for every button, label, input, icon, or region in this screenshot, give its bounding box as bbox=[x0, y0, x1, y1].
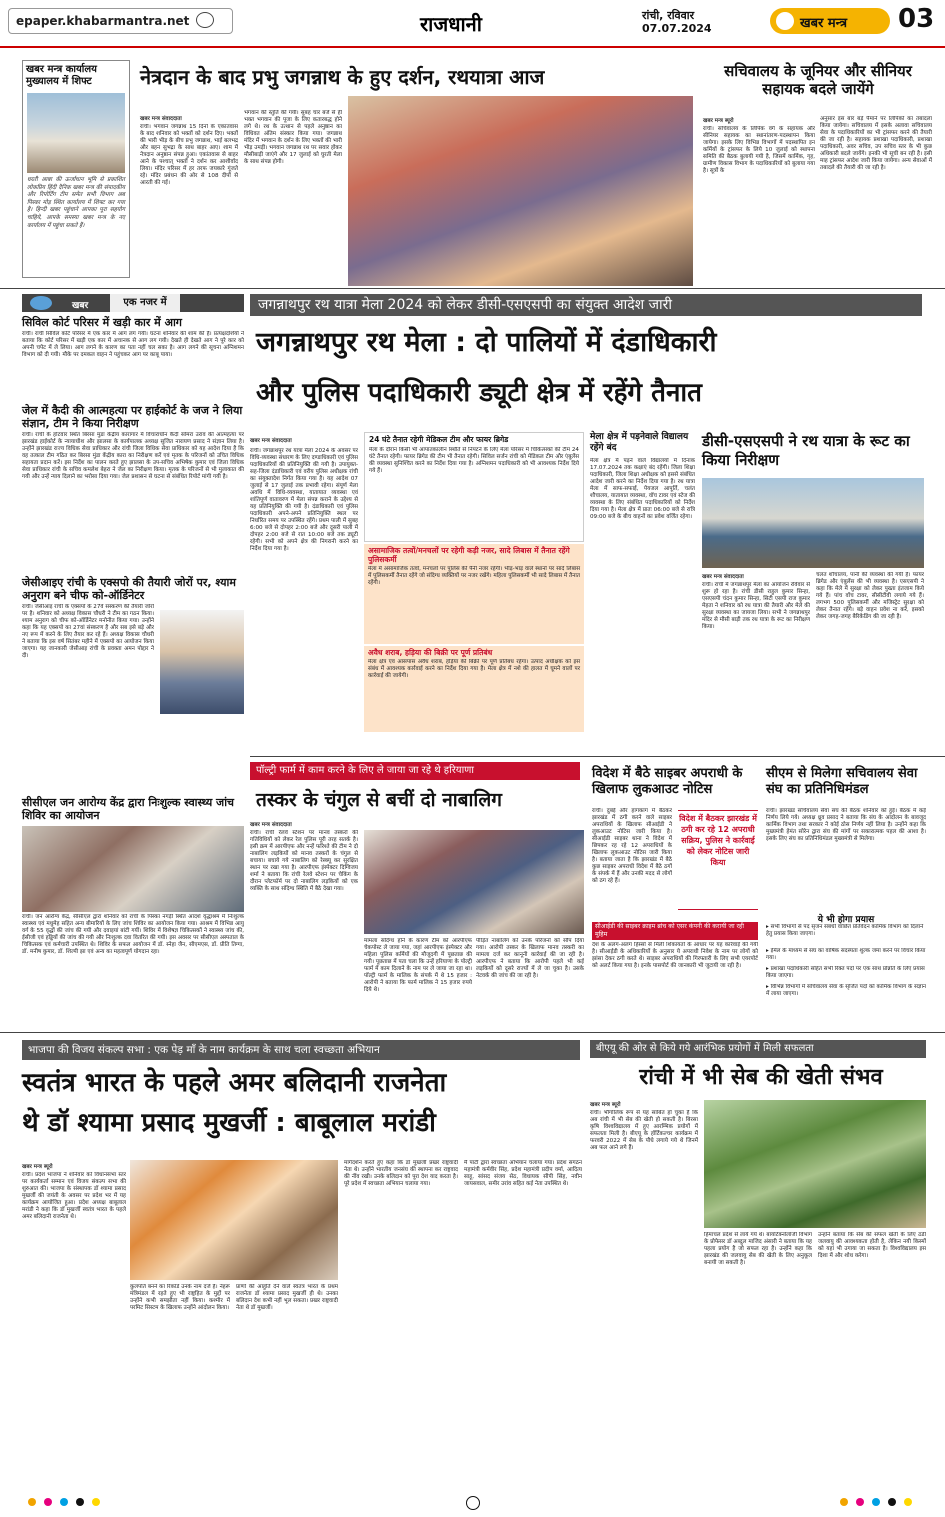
nazar-item-title: सीसीएल जन आरोग्य केंद्र द्वारा निःशुल्क स्वास्थ्य जांच शिविर का आयोजन bbox=[22, 796, 235, 822]
bjp-col2: कुलपति बनने का रिकॉर्ड उनके नाम दर्ज है। नेहरू मंत्रिमंडल में रहते हुए भी राष्ट्रहित के मुद्दों पर उन्होंने कभी समझौता नहीं किया। कश्मीर में परमिट सिस्टम के खिलाफ उन्होंने आंदोलन किया। bbox=[130, 1284, 230, 1311]
jagannathpur-col1: रांची। जगन्नाथपुर रथ यात्रा मेला 2024 के अवसर पर विधि-व्यवस्था संधारण के लिए दण्डाधिकारी एवं पुलिस पदाधिकारियों की प्रतिनियुक्ति की गयी है। उपायुक्त-सह-जिला दंडाधिकारी एवं वरीय पुलिस अधीक्षक रांची का संयुक्तादेश निर्गत किया गया है। यह आदेश 07 जुलाई से 17 जुलाई तक प्रभावी रहेगा। संपूर्ण मेला अवधि में विधि-व्यवस्था, यातायात व्यवस्था एवं शांतिपूर्ण वातावरण में मेला संपन्न कराने के उद्देश्य से यह प्रतिनियुक्ति की गयी है। दंडाधिकारी एवं पुलिस पदाधिकारी अपने-अपने प्रतिनियुक्ति स्थल पर निर्धारित समय पर उपस्थित रहेंगे। प्रथम पाली में सुबह 6:00 बजे से दोपहर 2:00 बजे और दूसरी पाली में दोपहर 2:00 बजे से रात 10:00 बजे तक ड्यूटी रहेगी। सभी को अपने क्षेत्र की निगरानी करने का निर्देश दिया गया है। bbox=[250, 448, 358, 552]
dcssp-byline: खबर मन्त्र संवाददाता bbox=[702, 574, 744, 580]
medical-box-body: मेला के दौरान किसी भी आपातकालीन स्थिति से निपटने के लिए मेला परिसर में चिकित्सकों की टीम 24 घंटे तैनात रहेगी। फायर ब्रिगेड की टीम भी तैनात रहेगी। सिविल सर्जन रांची को मेडिकल टीम और एंबुलेंस की व्यवस्था सुनिश्चित करने का निर्देश दिया गया है। अग्निशमन पदाधिकारी को भी आवश्यक निर्देश दिये गये हैं। bbox=[369, 447, 579, 474]
jagannathpur-headline-1-text: जगन्नाथपुर रथ मेला : दो पालियों में दंडाधिकारी bbox=[256, 327, 717, 358]
secretariat-col2: अनुसार इस बार बड़े पैमाने पर लिपिकों का तबादला किया जायेगा। सचिवालय में इसके अलावा सचिवालय सेवा के पदाधिकारियों का भी ट्रांसफर करने की तैयारी की जा रही है। सहायक प्रशाखा पदाधिकारी, प्रशाखा पदाधिकारी, अवर सचिव, उप सचिव स्तर के भी कुछ अधिकारी बदले जायेंगे। इनकी भी सूची बन रही है। इसी माह ट्रांसफर आदेश जारी किया जायेगा। अन्य सेवाओं में तबादले की तैयारी की जा रही है। bbox=[820, 116, 932, 171]
cyber-headline: विदेश में बैठे साइबर अपराधी के खिलाफ लुकआउट नोटिस bbox=[592, 766, 743, 797]
color-dot bbox=[28, 1498, 36, 1506]
seva-headline: सीएम से मिलेगा सचिवालय सेवा संघ का प्रतिनिधिमंडल bbox=[766, 766, 918, 797]
apple-col3: उन्होंने बताया कि सेब की सफल खेती के लिए ठंडी जलवायु की आवश्यकता होती है, लेकिन नयी किस्मों को यहां भी उगाया जा सकता है। विश्वविद्यालय इस दिशा में और शोध करेगा। bbox=[818, 1232, 926, 1259]
liquor-box-body: मेला क्षेत्र एवं आसपास अवैध शराब, हड़िया की बिक्री पर पूर्ण प्रतिबंध रहेगा। उत्पाद अधीक्षक को इस संबंध में आवश्यक कार्रवाई करने का निर्देश दिया गया है। मेला क्षेत्र में नशे की हालत में घूमने वालों पर कार्रवाई की जायेगी। bbox=[368, 659, 580, 679]
bjp-col3: प्राणों की आहुति देने वाले स्वतंत्र भारत के प्रथम राजनेता डॉ श्यामा प्रसाद मुखर्जी ही थे। उनका बलिदान देश कभी नहीं भूल सकता। प्रखर राष्ट्रवादी नेता थे डॉ मुखर्जी। bbox=[236, 1284, 338, 1311]
jagannathpur-headline-1 bbox=[256, 326, 926, 360]
office-title: खबर मन्त्र कार्यालय मुख्यालय में शिफ्ट bbox=[26, 64, 97, 87]
schools-col: मेला क्षेत्र में पड़ने वाले विद्यालयों में दिनांक 17.07.2024 तक कक्षाएं बंद रहेंगी। जिला शिक्षा पदाधिकारी, जिला शिक्षा अधीक्षक को इससे संबंधित आदेश जारी करने का निर्देश दिया गया है। रथ यात्रा मेला में साफ-सफाई, पेयजल आपूर्ति, चलंत शौचालय, यातायात व्यवस्था, वॉच टावर एवं स्टेज की व्यवस्था के लिए संबंधित पदाधिकारियों को निर्देश दिया गया है। मेला क्षेत्र में प्रातः 06:00 बजे से रात्रि 09:00 बजे के बीच वाहनों का प्रवेश वर्जित रहेगा। bbox=[590, 458, 695, 520]
secretariat-headline: सचिवालय के जूनियर और सीनियर सहायक बदले जायेंगे bbox=[724, 62, 912, 98]
registration-crosshair-icon bbox=[466, 1496, 480, 1510]
health-camp-photo bbox=[22, 826, 244, 912]
brand-name: खबर मन्त्र bbox=[800, 16, 848, 31]
logo-icon bbox=[196, 12, 214, 28]
nazar-item-title: जेसीआइए रांची के एक्सपो की तैयारी जोरों पर, श्याम अनुराग बने चीफ को-ऑर्डिनेटर bbox=[22, 576, 236, 602]
color-dot bbox=[76, 1498, 84, 1506]
poultry-headline: तस्कर के चंगुल से बचीं दो नाबालिग bbox=[256, 789, 502, 811]
cyber-col2: देश के अलग-अलग हिस्सों से मिली शिकायतों के आधार पर यह कार्रवाई की गयी है। सीआईडी के अधिकारियों के अनुसार ये अपराधी निवेश के नाम पर लोगों को झांसा देकर ठगी करते थे। साइबर अपराधियों की गिरफ्तारी के लिए सभी एयरपोर्ट को अलर्ट किया गया है। इनके पासपोर्ट की जानकारी भी जुटायी जा रही है। bbox=[592, 942, 758, 969]
poultry-byline: खबर मन्त्र संवाददाता bbox=[250, 822, 292, 828]
bjp-event-photo bbox=[130, 1160, 338, 1280]
print-marks bbox=[0, 1490, 945, 1517]
color-dot bbox=[856, 1498, 864, 1506]
nazar-item-body: रांची। रांची के होटवार स्थित बिरसा मुंडा केंद्रीय कारागार में विचाराधीन कैदी सोमरा उरांव की आत्महत्या पर झारखंड हाईकोर्ट के न्यायाधीश और झालसा के कार्यपालक अध्यक्ष सुजित नारायण प्रसाद ने संज्ञान लिया है। उन्होंने झारखंड राज्य विधिक सेवा प्राधिकार और रांची जिला विधिक सेवा प्राधिकार को यह आदेश दिया है कि वह तत्काल टीम गठित कर बिरसा मुंडा केंद्रीय कारा का निरीक्षण करें एवं मृतक के परिजनों को उचित विधिक सहायता प्रदान करें। इस निर्देश का पालन करते हुए झालसा के उप-सचिव अभिषेक कुमार एवं जिला विधिक सेवा प्राधिकार रांची के सचिव कमलेश बेहरा ने जेल का निरीक्षण किया। मृतक के परिजनों से भी मुलाकात की गयी और उन्हें न्याय दिलाने का भरोसा दिया गया। जेल प्रशासन से घटना से संबंधित रिपोर्ट मांगी गयी है। bbox=[22, 432, 244, 480]
nazar-brand: खबर bbox=[72, 301, 89, 311]
color-dot bbox=[44, 1498, 52, 1506]
seva-bullet-text: विभिन्न विभागों में सचिवालय सेवा के सृजित पदों को कार्मिक विभाग के संज्ञान में लाया जाएगा। bbox=[766, 984, 926, 997]
liquor-box bbox=[364, 646, 584, 732]
city-day: रांची, रविवार bbox=[642, 9, 695, 22]
jagannathpur-headline-2: और पुलिस पदाधिकारी ड्यूटी क्षेत्र में रहेंगे तैनात bbox=[256, 378, 702, 408]
rescue-team-photo bbox=[364, 830, 584, 934]
cyber-subhead: सीआईडी की साइबर क्राइम ब्रांच को एसर कंपनी की करायी जा रही मुहिम bbox=[592, 922, 758, 940]
bjp-col4: मार्गदर्शन करते हुए कहा कि डॉ मुखर्जी प्रखर राष्ट्रवादी नेता थे। उन्होंने भारतीय जनसंघ की स्थापना कर राष्ट्रवाद की नींव रखी। उनके बलिदान को पूरा देश याद करता है। पूरे प्रदेश में स्वच्छता अभियान चलाया गया। bbox=[344, 1160, 458, 1187]
color-dot bbox=[888, 1498, 896, 1506]
apple-headline: रांची में भी सेब की खेती संभव bbox=[639, 1065, 883, 1090]
bjp-byline: खबर मन्त्र ब्यूरो bbox=[22, 1164, 53, 1170]
date: 07.07.2024 bbox=[642, 22, 712, 35]
office-body: धरती आबा की ऊर्जाधान भूमि से प्रकाशित लोकप्रिय हिंदी दैनिक खबर मन्त्र की संपादकीय और रिपोर्टिंग टीम समेत सभी विभाग अब पिस्का मोड़ स्थित कार्यालय में शिफ्ट कर गया है। हिन्दी खबर पहुंचाने आपका पूरा सहयोग चाहिये, आपके समस्या खबर मन्त्र के नए कार्यालय में पहुंचा सकते हैं। bbox=[27, 177, 125, 229]
bjp-col1: रांची। प्रदेश भाजपा ने शनिवार को विधानसभा स्तर पर कार्यकर्ता सम्मान एवं विजय संकल्प सभा की शुरुआत की। भाजपा के संस्थापक डॉ श्यामा प्रसाद मुखर्जी की जयंती के अवसर पर प्रदेश भर में यह कार्यक्रम आयोजित हुआ। प्रदेश अध्यक्ष बाबूलाल मरांडी ने कहा कि डॉ मुखर्जी स्वतंत्र भारत के पहले अमर बलिदानी राजनेता थे। bbox=[22, 1172, 126, 1220]
seva-bullet-list bbox=[766, 924, 926, 1002]
shyam-anurag-photo bbox=[160, 610, 244, 714]
nazar-item-body: रांची। जन आरोग्य केंद्र, सीसीएल द्वारा शनिवार को रांची के पिस्का नगड़ी स्थित आदर्श वृद्धाश्रम में निःशुल्क स्वास्थ्य एवं मधुमेह सहित अन्य बीमारियों के लिए जांच शिविर का आयोजन किया गया। आश्रम में विभिन्न आयु वर्ग के 55 वृद्धों की जांच की गयी और दवाइयां बांटी गयीं। शिविर में विशेषज्ञ चिकित्सकों ने स्वास्थ्य जांच की, ईसीजी एवं हड्डियों की जांच की गयी और निःशुल्क दवा वितरित की गयी। इस अवसर पर सीसीएल अस्पताल के चिकित्सक एवं कर्मचारी उपस्थित थे। शिविर के सफल आयोजन में डॉ. स्नेहा जैन, सीएमएस, डॉ. प्रीति तिग्गा, डॉ. मनीष कुमार, डॉ. शिल्पी झा एवं अन्य का महत्वपूर्ण योगदान रहा। bbox=[22, 914, 244, 955]
nazar-item-body: रांची। रांची सिविल कोर्ट परिसर में एक कार में आग लग गयी। घटना शनिवार की शाम की है। प्रत्यक्षदर्शियों ने बताया कि कोर्ट परिसर में खड़ी एक कार में अचानक से आग लग गयी। देखते ही देखते आग ने पूरे कार को अपनी चपेट में ले लिया। आग लगने के कारण का पता नहीं चल सका है। आग लगने की सूचना अग्निशमन विभाग को दी गयी। मौके पर दमकल वाहन ने पहुंचकर आग पर काबू पाया। bbox=[22, 331, 244, 358]
apple-banner: बीएयू की ओर से किये गये आरंभिक प्रयोगों में मिली सफलता bbox=[596, 1043, 814, 1054]
nazar-item-title: जेल में कैदी की आत्महत्या पर हाईकोर्ट के जज ने लिया संज्ञान, टीम ने किया निरीक्षण bbox=[22, 404, 243, 430]
nazar-item-title: सिविल कोर्ट परिसर में खड़ी कार में आग bbox=[22, 316, 183, 329]
bjp-banner: भाजपा की विजय संकल्प सभा : एक पेड़ माँ के नाम कार्यक्रम के साथ चला स्वच्छता अभियान bbox=[28, 1044, 380, 1056]
poultry-col1: रांची। रांची रेलवे स्टेशन पर मानव तस्करों की गतिविधियों को लेकर रेल पुलिस पूरी तरह सतर्क है। इसी क्रम में आरपीएफ और नन्हें फरिश्ते की टीम ने दो नाबालिग लड़कियों को मानव तस्करों के चंगुल से बचाया। बचाये गये नाबालिग को रेस्क्यू कर सुरक्षित स्थान पर रखा गया है। आरपीएफ इंस्पेक्टर दिग्विजय शर्मा ने बताया कि रांची रेलवे स्टेशन पर चेकिंग के दौरान प्लेटफॉर्म पर दो नाबालिग लड़कियों को एक व्यक्ति के साथ संदिग्ध स्थिति में बैठे देखा गया। bbox=[250, 830, 358, 892]
schools-title: मेला क्षेत्र में पड़नेवाले विद्यालय रहेंगे बंद bbox=[590, 432, 689, 453]
seva-bullet: ▸ ईमेल के माध्यम से संघ का वार्षिक सदस्यता शुल्क जमा करने पर विचार किया गया। bbox=[766, 948, 926, 961]
seva-bullet-text: ईमेल के माध्यम से संघ का वार्षिक सदस्यता शुल्क जमा करने पर विचार किया गया। bbox=[766, 948, 926, 961]
secretariat-byline: खबर मन्त्र ब्यूरो bbox=[703, 118, 734, 124]
jagannathpur-banner: जगन्नाथपुर रथ यात्रा मेला 2024 को लेकर डीसी-एसएसपी का संयुक्त आदेश जारी bbox=[258, 297, 673, 313]
globe-icon bbox=[30, 296, 52, 310]
antisocial-box bbox=[364, 544, 584, 644]
seva-bullet-text: प्रशाखा पदाधिकारी सहित सभी रिक्त पदों पर एक साथ प्रोन्नति के लिए प्रयास किया जाएगा। bbox=[766, 966, 925, 979]
seva-subhead: ये भी होगा प्रयास bbox=[817, 915, 875, 925]
nazar-item-body: रांची। जेसीआइ रांची के एक्सपो के 27वें संस्करण की तैयारी जोरों पर है। शनिवार को अध्यक्ष विकास चौधरी ने टीम का गठन किया। श्याम अनुराग को चीफ को-ऑर्डिनेटर मनोनीत किया गया। उन्होंने कहा कि यह एक्सपो का 27वां संस्करण है और सब इसे बड़े और नए रूप में करने के लिए तैयार कर रहे हैं। अध्यक्ष विकास चौधरी ने बताया कि इस वर्ष सितंबर महीने में एक्सपो का आयोजन किया जाएगा। यह जानकारी जेसीआइ रांची के प्रवक्ता अमन पोद्दार ने दी। bbox=[22, 604, 154, 659]
apple-orchard-photo bbox=[704, 1100, 926, 1228]
divider bbox=[0, 1032, 945, 1033]
cyber-col1: रांची। दुबई और हांगकांग में बैठकर झारखंड में ठगी करने वाले साइबर अपराधियों के खिलाफ सीआईडी ने लुकआउट नोटिस जारी किया है। सीआईडी साइबर थाना ने विदेश में छिपकर रह रहे 12 अपराधियों के खिलाफ लुकआउट नोटिस जारी किया है। बताया जाता है कि झारखंड में बैठे कुछ साइबर अपराधी विदेश में बैठे ठगों के संपर्क में हैं और उनकी मदद से लोगों को ठग रहे हैं। bbox=[592, 808, 672, 884]
cyber-highlight: विदेश में बैठकर झारखंड में ठगी कर रहे 12 अपराधी सक्रिय, पुलिस ने कार्रवाई को लेकर नोटिस जारी किया bbox=[678, 810, 758, 910]
bjp-headline-1: स्वतंत्र भारत के पहले अमर बलिदानी राजनेता bbox=[22, 1068, 447, 1098]
bjp-col5: मैं पार्टी द्वारा स्वच्छता अभियान चलाया गया। प्रदेश संगठन महामंत्री कर्मवीर सिंह, प्रदेश महामंत्री प्रदीप वर्मा, आदित्य साहू, सांसद संजय सेठ, विधायक सीपी सिंह, नवीन जायसवाल, समीर उरांव सहित कई नेता उपस्थित थे। bbox=[464, 1160, 582, 1187]
apple-byline: खबर मन्त्र ब्यूरो bbox=[590, 1102, 621, 1108]
divider bbox=[250, 756, 945, 757]
nazar-label: एक नजर में bbox=[110, 294, 180, 312]
divider bbox=[0, 288, 945, 289]
antisocial-box-body: मेला में असामाजिक तत्वों, मनचलों पर पुलिस की पैनी नजर रहेगी। भीड़-भाड़ वाले स्थानों पर सादे लिबास में पुलिसकर्मी तैनात रहेंगे जो संदिग्ध व्यक्तियों पर नजर रखेंगे। महिला पुलिसकर्मी भी सादे लिबास में तैनात रहेंगी। bbox=[368, 566, 580, 586]
liquor-box-title: अवैध शराब, हड़िया की बिक्री पर पूर्ण प्रतिबंध bbox=[368, 648, 493, 657]
office-building-photo bbox=[27, 93, 125, 173]
inspection-photo bbox=[702, 478, 924, 568]
seva-bullet: ▸ प्रशाखा पदाधिकारी सहित सभी रिक्त पदों पर एक साथ प्रोन्नति के लिए प्रयास किया जाएगा। bbox=[766, 966, 925, 979]
seva-bullet-text: सभी विभागों से पद सृजन संबंधी वांछित प्रतिवेदन कार्मिक विभाग को दिलाने हेतु प्रयास किया जाएगा। bbox=[766, 924, 924, 937]
devotees-photo bbox=[348, 96, 693, 286]
medical-box-title: 24 घंटे तैनात रहेगी मेडिकल टीम और फायर ब्रिगेड bbox=[369, 435, 509, 444]
color-dot bbox=[872, 1498, 880, 1506]
antisocial-box-title: असामाजिक तत्वों/मनचलों पर रहेगी कड़ी नजर, सादे लिबास में तैनात रहेंगे पुलिसकर्मी bbox=[368, 546, 570, 564]
color-dot bbox=[840, 1498, 848, 1506]
bjp-headline-2: थे डॉ श्यामा प्रसाद मुखर्जी : बाबूलाल मरांडी bbox=[22, 1108, 436, 1138]
dcssp-col1: रांची। रांची में जगन्नाथपुर मेला का आयोजन रविवार से शुरू हो रहा है। रांची डीसी राहुल कुमार सिन्हा, एसएसपी चंदन कुमार सिन्हा, सिटी एसपी राज कुमार मेहता ने शनिवार को रथ यात्रा की तैयारी और मेले की सुरक्षा व्यवस्था का जायजा लिया। सभी ने जगन्नाथपुर मंदिर से मौसी बाड़ी तक रथ यात्रा के रूट का निरीक्षण किया। bbox=[702, 582, 810, 630]
site-url[interactable]: epaper.khabarmantra.net bbox=[16, 14, 190, 28]
secretariat-col1: रांची। सचिवालय के लिपिक वर्ग के सहायक और सीनियर सहायक का स्थानांतरण-पदस्थापन किया जायेगा। इसके लिए विभिन्न विभागों में पदस्थापित इन कर्मियों के ट्रांसफर के लिये 10 जुलाई को स्थापना समिति की बैठक बुलायी गयी है, जिसमें कार्मिक, गृह, ग्रामीण विकास विभाग के पदाधिकारियों को बुलाया गया है। सूत्रों के bbox=[703, 126, 815, 174]
seva-bullet: ▸ विभिन्न विभागों में सचिवालय सेवा के सृजित पदों को कार्मिक विभाग के संज्ञान में लाया जाएगा। bbox=[766, 984, 926, 997]
apple-col1: रांची। भौगोलिक रूप से यह साबित हो चुका है कि अब रांची में भी सेब की खेती हो सकती है। बिरसा कृषि विश्वविद्यालय में हुए आरम्भिक प्रयोगों में सफलता मिली है। बीएयू के हॉर्टिकल्चर कार्यक्रम में फरवरी 2022 में सेब के पौधे लगाये गये थे जिनमें अब फल आने लगे हैं। bbox=[590, 1110, 698, 1151]
page-number: 03 bbox=[898, 4, 935, 34]
color-dot bbox=[904, 1498, 912, 1506]
poultry-banner: पॉल्ट्री फार्म में काम करने के लिए ले जाया जा रहे थे हरियाणा bbox=[256, 765, 474, 776]
dcssp-headline: डीसी-एसएसपी ने रथ यात्रा के रूट का किया निरीक्षण bbox=[702, 432, 910, 469]
brand-logo-icon bbox=[776, 12, 794, 30]
medical-box bbox=[364, 432, 584, 542]
apple-col2: हिमाचल प्रदेश से लाये गये थे। बायोटेक्नोलॉजी विभाग के प्रोफेसर डॉ अब्दुल माजिद अंसारी ने बताया कि यह पहला प्रयोग है जो सफल रहा है। उन्होंने कहा कि झारखंड की जलवायु सेब की खेती के लिए अनुकूल बनायी जा सकती है। bbox=[704, 1232, 812, 1266]
seva-body: रांची। झारखंड सचिवालय सेवा संघ की बैठक शनिवार को हुई। बैठक में कई निर्णय लिये गये। अध्यक्ष ध्रुव प्रसाद ने बताया कि संघ के आंदोलन के बावजूद कार्मिक विभाग तथा सरकार ने कोई ठोस निर्णय नहीं लिया है। उन्होंने कहा कि मुख्यमंत्री हेमंत सोरेन द्वारा संघ की मांगों पर सकारात्मक पहल की आशा है। इसके लिए संघ का प्रतिनिधिमंडल मुख्यमंत्री से मिलेगा। bbox=[766, 808, 926, 842]
poultry-col2: मामला संदिग्ध होने के कारण टीम को आरपीएफ चेकपोस्ट ले जाया गया, जहां आरपीएफ इंस्पेक्टर और महिला पुलिस कर्मियों की मौजूदगी में पूछताछ की गयी। पूछताछ में पता चला कि उन्हें हरियाणा के पोल्ट्री फार्म में काम दिलाने के नाम पर ले जाया जा रहा था। पॉल्ट्री फार्म के मालिक के संपर्क में थे 15 हजार : आरोपी ने बताया कि फार्म मालिक ने 15 हजार रुपये दिये थे। bbox=[364, 938, 472, 993]
jagannathpur-byline: खबर मन्त्र संवाददाता bbox=[250, 438, 292, 444]
color-dot bbox=[60, 1498, 68, 1506]
rathyatra-col2: भगवान की स्तुति की गयी। सुबह चार बजे से ही भक्त भगवान की पूजा के लिए कतारबद्ध होने लगे थे। रथ के उत्थान से पहले अनुष्ठान का विधिवत अंतिम संस्कार किया गया। जगन्नाथ मंदिर में भगवान के दर्शन के लिए भक्तों की भारी भीड़ उमड़ी। भगवान जगन्नाथ रथ पर सवार होकर मौसीबाड़ी जाएंगे और 17 जुलाई को घुरती मेला के साथ संपन्न होगी। bbox=[244, 110, 342, 165]
office-box bbox=[22, 60, 130, 278]
rathyatra-byline: खबर मन्त्र संवाददाता bbox=[140, 116, 182, 122]
section-title: राजधानी bbox=[420, 12, 482, 36]
page-header bbox=[0, 0, 945, 48]
seva-bullet: ▸ सभी विभागों से पद सृजन संबंधी वांछित प्रतिवेदन कार्मिक विभाग को दिलाने हेतु प्रयास किया जाएगा। bbox=[766, 924, 924, 937]
rathyatra-headline: नेत्रदान के बाद प्रभु जगन्नाथ के हुए दर्शन, रथयात्रा आज bbox=[140, 65, 545, 89]
poultry-col3: पीड़ित नाबालिग को उनके परिजनों को सौंप दिया गया। आरोपी तस्कर के खिलाफ मानव तस्करी का मामला दर्ज कर कानूनी कार्रवाई की जा रही है। आरपीएफ ने बताया कि आरोपी पहले भी कई लड़कियों को दूसरे राज्यों में ले जा चुका है। उसके नेटवर्क की जांच की जा रही है। bbox=[476, 938, 584, 979]
dcssp-col2: चलंत शौचालय, पानी की व्यवस्था की गयी है। फायर ब्रिगेड और एंबुलेंस की भी व्यवस्था है। एसएसपी ने कहा कि मेले में सुरक्षा को लेकर पुख्ता इंतजाम किये गये हैं। पांच वॉच टावर, सीसीटीवी लगाये गये हैं। लगभग 500 पुलिसकर्मी और मजिस्ट्रेट सुरक्षा को लेकर तैनात रहेंगे। बड़े वाहन प्रवेश ना करें, इसको लेकर जगह-जगह बैरिकेडिंग की जा रही है। bbox=[816, 572, 924, 620]
color-dot bbox=[92, 1498, 100, 1506]
rathyatra-col1: रांची। भगवान जगन्नाथ 15 दिनों के एकांतवास के बाद शनिवार को भक्तों को दर्शन दिए। भक्तों की भारी भीड़ के बीच प्रभु जगन्नाथ, भाई बलभद्र और बहन सुभद्रा के साथ बाहर आए। शाम में नेत्रदान अनुष्ठान संपन्न हुआ। एकांतवास से बाहर आने के पश्चात् भक्तों ने दर्शन कर आशीर्वाद लिया। मंदिर परिसर में हर तरफ जयकारे गूंजते रहे। मंदिर प्रबंधन की ओर से 108 दीपों से आरती की गई। bbox=[140, 124, 238, 186]
